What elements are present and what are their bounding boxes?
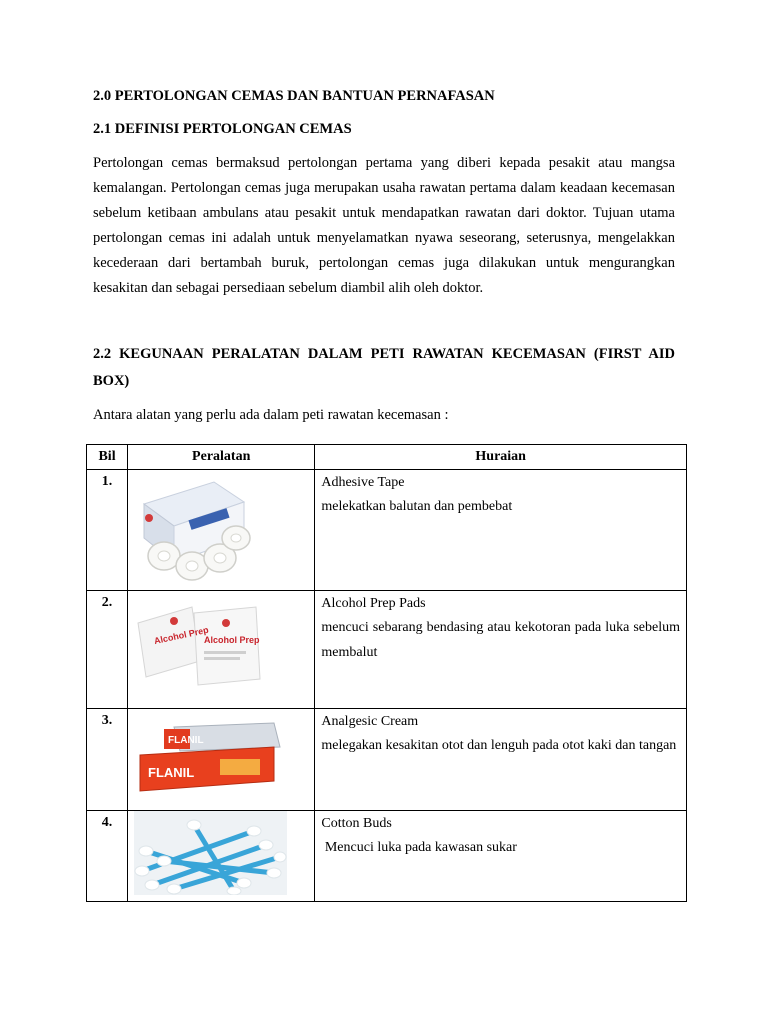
item-description: melekatkan balutan dan pembebat — [321, 499, 513, 514]
item-name: Cotton Buds — [321, 816, 392, 831]
adhesive-tape-illustration — [134, 474, 264, 582]
alcohol-prep-label-1: Alcohol Prep — [153, 624, 210, 647]
row-number: 3. — [87, 709, 128, 811]
table-header-row — [87, 445, 687, 470]
cotton-buds-image — [128, 811, 315, 902]
header-huraian: Huraian — [315, 445, 687, 470]
intro-text: Antara alatan yang perlu ada dalam peti rawatan kecemasan : — [93, 407, 449, 423]
heading-definition: 2.1 DEFINISI PERTOLONGAN CEMAS — [93, 121, 352, 137]
item-name: Alcohol Prep Pads — [321, 596, 426, 611]
item-description: Mencuci luka pada kawasan sukar — [321, 840, 517, 855]
alcohol-prep-illustration — [134, 599, 264, 695]
row-number: 1. — [87, 470, 128, 591]
equipment-table — [86, 444, 687, 902]
item-description: mencuci sebarang bendasing atau kekotoran pada luka sebelum membalut — [321, 620, 680, 660]
item-description: melegakan kesakitan otot dan lenguh pada otot kaki dan tangan — [321, 738, 677, 753]
flanil-box-label: FLANIL — [148, 765, 195, 780]
alcohol-prep-image — [128, 591, 315, 709]
heading-main: 2.0 PERTOLONGAN CEMAS DAN BANTUAN PERNAFASAN — [93, 88, 495, 104]
table-row — [87, 470, 687, 591]
table-row — [87, 811, 687, 902]
table-row — [87, 709, 687, 811]
heading-usage: 2.2 KEGUNAAN PERALATAN DALAM PETI RAWATAN KECEMASAN (FIRST AID BOX) — [93, 346, 675, 389]
adhesive-tape-image — [128, 470, 315, 591]
definition-paragraph: Pertolongan cemas bermaksud pertolongan pertama yang diberi kepada pesakit atau mangsa kemalangan. Pertolongan cemas juga merupakan usaha rawatan pertama dalam keadaan kecemasan sebelum ketibaan ambulans atau pesakit untuk mendapatkan rawatan dari doktor. Tujuan utama pertolongan cemas ini adalah untuk menyelamatkan nyawa seseorang, seterusnya, mengelakkan kecederaan dari bertambah buruk, pertolongan cemas juga dilakukan untuk mengurangkan kesakitan dan sebagai persediaan sebelum diambil alih oleh doktor. — [93, 155, 675, 296]
analgesic-cream-image — [128, 709, 315, 811]
header-bil: Bil — [87, 445, 128, 470]
analgesic-cream-illustration — [134, 719, 284, 795]
cotton-buds-illustration — [134, 811, 287, 895]
header-peralatan: Peralatan — [128, 445, 315, 470]
flanil-tube-label: FLANIL — [168, 735, 204, 746]
table-row — [87, 591, 687, 709]
item-name: Adhesive Tape — [321, 475, 405, 490]
row-number: 4. — [87, 811, 128, 902]
row-number: 2. — [87, 591, 128, 709]
item-name: Analgesic Cream — [321, 714, 419, 729]
alcohol-prep-label-2: Alcohol Prep — [204, 635, 260, 645]
